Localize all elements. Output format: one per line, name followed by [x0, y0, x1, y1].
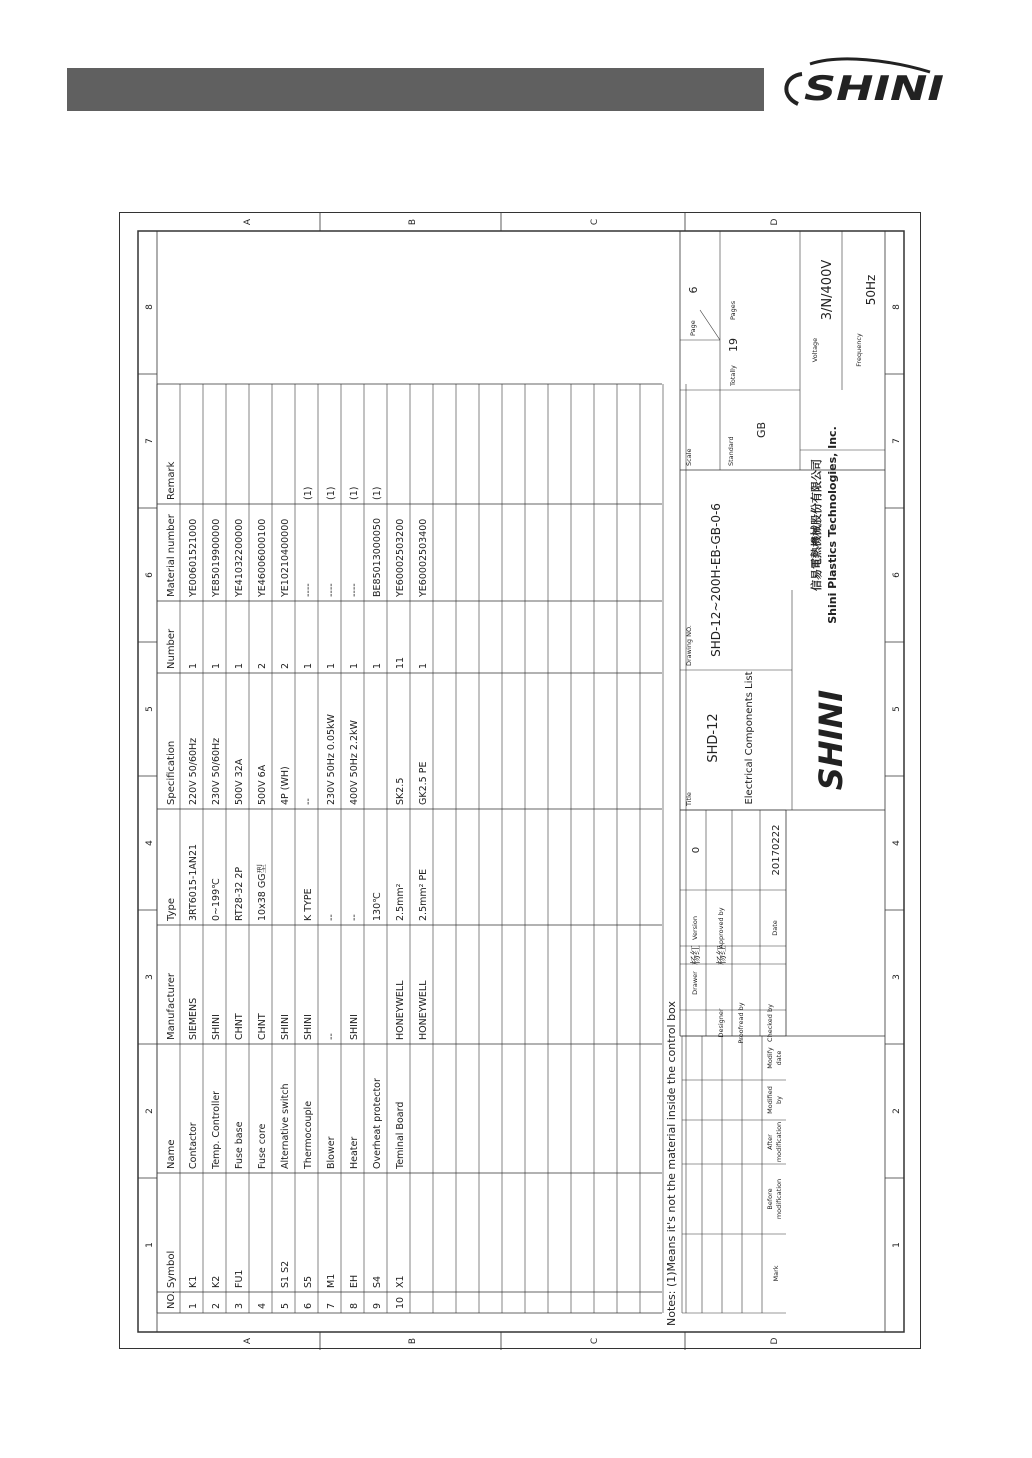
- col-specification-cell: --: [303, 798, 314, 805]
- col-number-cell: 2: [280, 662, 291, 669]
- zone-number: 4: [892, 840, 902, 846]
- standard-value: GB: [755, 421, 768, 439]
- col-specification-cell: GK2.5 PE: [418, 761, 429, 805]
- col-number-header: Number: [166, 628, 177, 669]
- col-no-cell: 1: [188, 1302, 199, 1309]
- col-symbol-cell: S4: [372, 1275, 383, 1288]
- modify-date-label: Modify: [766, 1047, 774, 1069]
- zone-number: 1: [892, 1242, 902, 1248]
- col-number-cell: 1: [326, 662, 337, 669]
- col-type-cell: K TYPE: [303, 888, 314, 921]
- col-symbol-header: Symbol: [166, 1250, 177, 1288]
- col-type-header: Type: [166, 898, 177, 921]
- inner-border: [138, 231, 904, 1332]
- col-symbol-cell: K2: [211, 1275, 222, 1288]
- zone-number: 5: [892, 706, 902, 712]
- modified-label: Modified: [766, 1086, 774, 1114]
- zone-number: 5: [145, 706, 155, 712]
- col-manufacturer-cell: SIEMENS: [188, 997, 199, 1040]
- col-material-number-cell: YE46006000100: [257, 518, 268, 597]
- col-number-cell: 1: [303, 662, 314, 669]
- col-manufacturer-header: Manufacturer: [166, 973, 177, 1040]
- proofread-label: Proofread by: [737, 1002, 745, 1044]
- col-name-cell: Heater: [349, 1136, 360, 1169]
- zone-number: 6: [145, 572, 155, 578]
- zone-letter: A: [243, 1337, 253, 1345]
- page-value: 6: [687, 286, 700, 294]
- col-material-number-cell: YE60002503400: [418, 518, 429, 597]
- zone-number: 8: [145, 304, 155, 310]
- col-specification-cell: 500V 6A: [257, 764, 268, 805]
- col-type-cell: 10x38 GG型: [257, 863, 268, 921]
- company-en: Shini Plastics Technologies, Inc.: [826, 426, 839, 624]
- col-material-number-cell: YE60002503200: [395, 518, 406, 597]
- modified-label: by: [775, 1096, 783, 1104]
- col-symbol-cell: EH: [349, 1274, 360, 1288]
- zone-number: 3: [145, 974, 155, 980]
- col-name-cell: Thermocouple: [303, 1100, 314, 1169]
- zone-number: 1: [145, 1242, 155, 1248]
- drawer-value: 杨红: [691, 945, 702, 965]
- zone-letter: D: [770, 1337, 780, 1345]
- designer-value: 杨红: [717, 945, 728, 965]
- zone-number: 7: [145, 438, 155, 444]
- col-remark-cell: (1): [349, 486, 360, 500]
- modify-date-label: date: [775, 1050, 783, 1066]
- date-label: Date: [771, 920, 779, 936]
- drawing-frame: [119, 212, 921, 1349]
- col-material-number-cell: ----: [349, 583, 360, 597]
- col-material-number-cell: BE85013000050: [372, 517, 383, 597]
- checked-label: Checked by: [766, 1004, 774, 1042]
- approved-label: Approved by: [717, 907, 725, 949]
- zone-number: 7: [892, 438, 902, 444]
- col-remark-cell: (1): [372, 486, 383, 500]
- col-manufacturer-cell: SHINI: [280, 1014, 291, 1040]
- standard-label: Standard: [727, 436, 735, 466]
- col-material-number-cell: ----: [326, 583, 337, 597]
- col-type-cell: --: [349, 914, 360, 921]
- page-slash: [700, 310, 720, 340]
- col-symbol-cell: K1: [188, 1275, 199, 1288]
- totally-value: 19: [727, 338, 740, 352]
- version-label: Version: [691, 916, 699, 940]
- col-specification-cell: 4P (WH): [280, 766, 291, 805]
- zone-number: 2: [892, 1108, 902, 1114]
- col-no-cell: 10: [395, 1296, 406, 1309]
- col-specification-header: Specification: [166, 740, 177, 805]
- col-name-cell: Contactor: [188, 1122, 199, 1169]
- totally-label: Totally: [729, 365, 737, 386]
- scale-label: Scale: [685, 448, 693, 466]
- col-type-cell: --: [326, 914, 337, 921]
- col-remark-header: Remark: [166, 461, 177, 500]
- col-manufacturer-cell: SHINI: [211, 1014, 222, 1040]
- col-type-cell: 3RT6015-1AN21: [188, 843, 199, 921]
- col-number-cell: 1: [349, 662, 360, 669]
- col-material-number-cell: YE85019900000: [211, 518, 222, 597]
- col-manufacturer-cell: SHINI: [303, 1014, 314, 1040]
- col-type-cell: RT28-32 2P: [234, 866, 245, 921]
- col-manufacturer-cell: SHINI: [349, 1014, 360, 1040]
- notes-text: Notes: (1)Means it's not the material inside the control box: [665, 1001, 678, 1326]
- voltage-value: 3/N/400V: [820, 259, 835, 321]
- frequency-value: 50Hz: [864, 274, 878, 306]
- title-block-logo: SHINI: [812, 689, 850, 791]
- pages-label: Pages: [729, 300, 737, 320]
- col-remark-cell: (1): [326, 486, 337, 500]
- zone-letter: C: [590, 1337, 600, 1345]
- title-label: Title: [685, 792, 693, 806]
- col-number-cell: 1: [372, 662, 383, 669]
- col-name-cell: Teminal Board: [395, 1101, 406, 1169]
- col-manufacturer-cell: CHNT: [234, 1013, 245, 1040]
- col-specification-cell: 230V 50/60Hz: [211, 737, 222, 805]
- col-name-header: Name: [166, 1139, 177, 1169]
- col-name-cell: Blower: [326, 1136, 337, 1169]
- col-name-cell: Fuse core: [257, 1123, 268, 1169]
- col-no-cell: 4: [257, 1302, 268, 1309]
- col-symbol-cell: FU1: [234, 1269, 245, 1288]
- col-number-cell: 1: [234, 662, 245, 669]
- company-cn: 信易電熱機械股份有限公司: [810, 459, 823, 591]
- col-no-cell: 6: [303, 1302, 314, 1309]
- col-manufacturer-cell: HONEYWELL: [418, 980, 429, 1040]
- col-manufacturer-cell: --: [326, 1033, 337, 1040]
- col-type-cell: 130℃: [372, 892, 383, 921]
- page-label: Page: [689, 320, 697, 336]
- col-symbol-cell: M1: [326, 1273, 337, 1288]
- col-number-cell: 1: [211, 662, 222, 669]
- col-name-cell: Temp. Controller: [211, 1090, 222, 1169]
- col-name-cell: Alternative switch: [280, 1083, 291, 1169]
- col-manufacturer-cell: HONEYWELL: [395, 980, 406, 1040]
- col-no-cell: 3: [234, 1302, 245, 1309]
- col-specification-cell: 400V 50Hz 2.2kW: [349, 720, 360, 805]
- col-no-cell: 8: [349, 1302, 360, 1309]
- after-label: After: [766, 1134, 774, 1150]
- zone-letter: A: [243, 218, 253, 226]
- drawer-label: Drawer: [691, 971, 699, 995]
- col-material-number-cell: YE41032200000: [234, 518, 245, 597]
- zone-letter: B: [408, 218, 418, 226]
- col-specification-cell: SK2.5: [395, 777, 406, 805]
- col-name-cell: Fuse base: [234, 1121, 245, 1169]
- col-specification-cell: 220V 50/60Hz: [188, 737, 199, 805]
- col-type-cell: 2.5mm²: [395, 883, 406, 921]
- logo-text: SHINI: [804, 69, 944, 109]
- col-number-cell: 11: [395, 656, 406, 669]
- col-no-cell: 5: [280, 1302, 291, 1309]
- voltage-label: Voltage: [811, 337, 819, 363]
- col-no-cell: 2: [211, 1302, 222, 1309]
- col-no-header: NO.: [166, 1290, 177, 1309]
- col-material-number-cell: ----: [303, 583, 314, 597]
- zone-number: 4: [145, 840, 155, 846]
- title-model: SHD-12: [706, 713, 721, 763]
- shini-logo: [780, 52, 950, 122]
- col-symbol-cell: S5: [303, 1275, 314, 1288]
- frequency-label: Frequency: [855, 333, 863, 367]
- col-no-cell: 9: [372, 1302, 383, 1309]
- before-label: modification: [775, 1178, 783, 1220]
- zone-number: 6: [892, 572, 902, 578]
- col-type-cell: 2.5mm² PE: [418, 868, 429, 921]
- col-no-cell: 7: [326, 1302, 337, 1309]
- col-specification-cell: 500V 32A: [234, 758, 245, 805]
- zone-number: 8: [892, 304, 902, 310]
- components-list-drawing: [120, 213, 922, 1350]
- before-label: Before: [766, 1188, 774, 1210]
- drawing-no-label: Drawing NO.: [685, 625, 693, 666]
- zone-number: 2: [145, 1108, 155, 1114]
- col-symbol-cell: X1: [395, 1275, 406, 1288]
- after-label: modification: [775, 1121, 783, 1163]
- col-name-cell: Overheat protector: [372, 1078, 383, 1169]
- col-remark-cell: (1): [303, 486, 314, 500]
- designer-label: Designer: [717, 1008, 725, 1038]
- zone-letter: B: [408, 1337, 418, 1345]
- col-number-cell: 1: [418, 662, 429, 669]
- col-material-number-header: Material number: [166, 514, 177, 597]
- col-symbol-cell: S1 S2: [280, 1260, 291, 1288]
- col-type-cell: 0~199℃: [211, 878, 222, 921]
- zone-number: 3: [892, 974, 902, 980]
- zone-letter: C: [590, 218, 600, 226]
- col-number-cell: 1: [188, 662, 199, 669]
- drawing-no-value: SHD-12~200H-EB-GB-0-6: [709, 503, 723, 657]
- header-bar: [67, 68, 764, 111]
- col-material-number-cell: YE10210400000: [280, 518, 291, 597]
- title-desc: Electrical Components List: [744, 671, 755, 805]
- col-number-cell: 2: [257, 662, 268, 669]
- col-specification-cell: 230V 50Hz 0.05kW: [326, 714, 337, 805]
- date-value: 20170222: [771, 824, 782, 876]
- zone-letter: D: [770, 218, 780, 226]
- mark-label: Mark: [772, 1265, 780, 1282]
- col-manufacturer-cell: CHNT: [257, 1013, 268, 1040]
- col-material-number-cell: YE00601521000: [188, 518, 199, 597]
- version-value: 0: [691, 846, 702, 854]
